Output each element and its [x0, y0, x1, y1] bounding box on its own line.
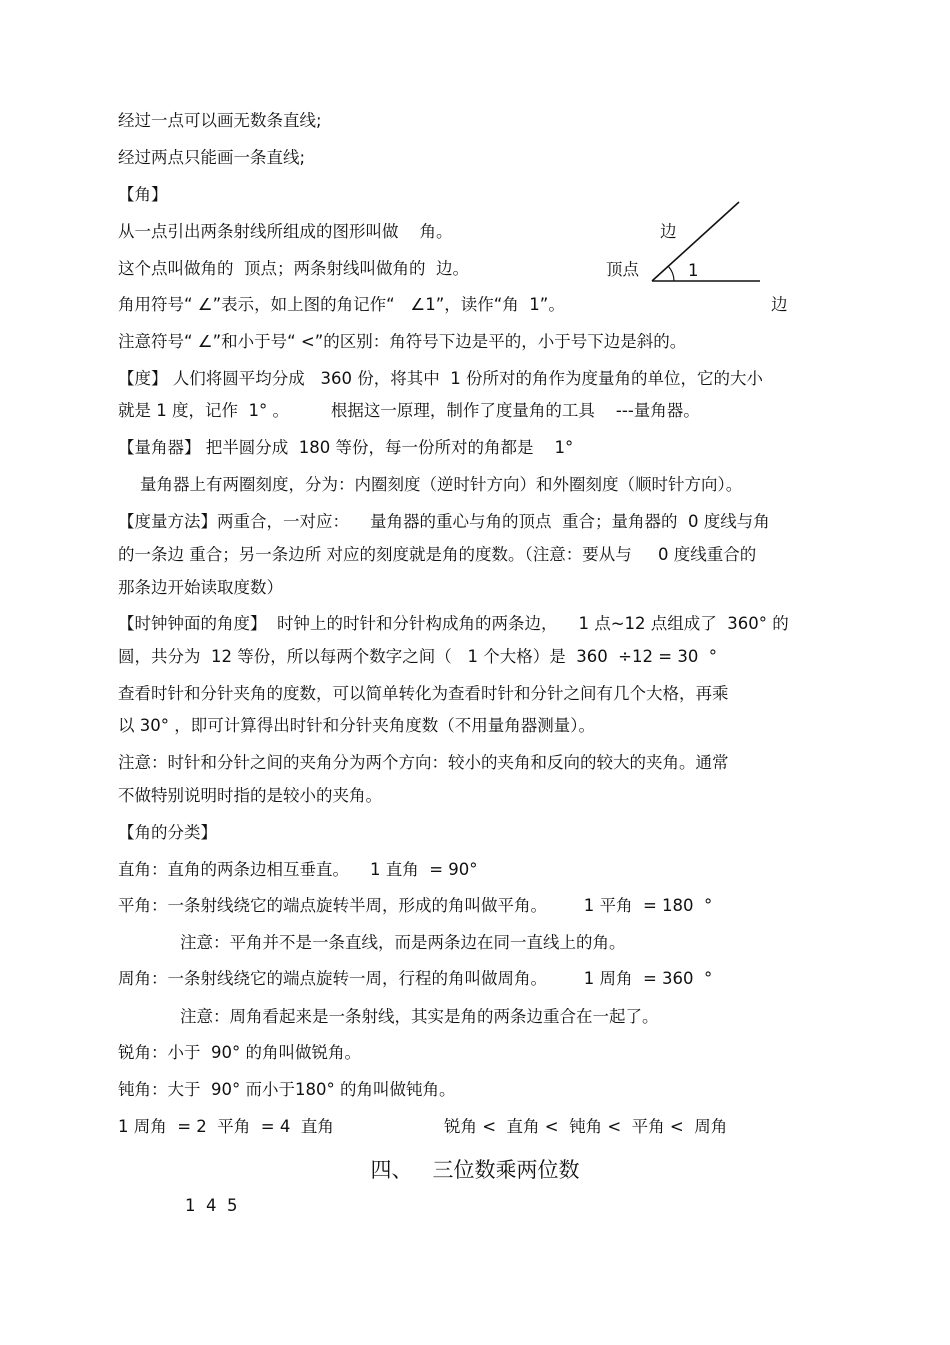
text-line: 注意符号“ ∠”和小于号“ <”的区别：角符号下边是平的，小于号下边是斜的。 — [118, 332, 687, 351]
text-line: 经过一点可以画无数条直线; — [118, 111, 322, 130]
text-line: 钝角：大于 90° 而小于180° 的角叫做钝角。 — [118, 1080, 456, 1099]
text-line: 平角：一条射线绕它的端点旋转半周，形成的角叫做平角。 1 平角 = 180 ° — [118, 896, 713, 915]
text-line: 那条边开始读取度数） — [118, 578, 283, 597]
text-line: 不做特别说明时指的是较小的夹角。 — [118, 786, 382, 805]
text-line: 就是 1 度，记作 1° 。 根据这一原理，制作了度量角的工具 ---量角器。 — [118, 401, 700, 420]
angle-arc — [668, 266, 674, 281]
heading-angle: 【角】 — [118, 185, 168, 204]
text-line: 角用符号“ ∠”表示，如上图的角记作“ ∠1”，读作“角 1”。 — [118, 295, 565, 314]
section-title: 四、 三位数乘两位数 — [370, 1158, 580, 1182]
text-line: 【度量方法】两重合，一对应： 量角器的重心与角的顶点 重合；量角器的 0 度线与角 — [118, 512, 770, 531]
text-line: 以 30° ，即可计算得出时针和分针夹角度数（不用量角器测量）。 — [118, 716, 595, 735]
text-line: 量角器上有两圈刻度，分为：内圈刻度（逆时针方向）和外圈刻度（顺时针方向）。 — [140, 475, 743, 494]
text-line: 【量角器】 把半圆分成 180 等份，每一份所对的角都是 1° — [118, 438, 574, 457]
heading-classification: 【角的分类】 — [118, 823, 217, 842]
figure-label-side-bottom: 边 — [771, 295, 788, 314]
text-line: 注意：平角并不是一条直线，而是两条边在同一直线上的角。 — [180, 933, 626, 952]
text-line: 【度】 人们将圆平均分成 360 份，将其中 1 份所对的角作为度量角的单位，它的大小 — [118, 369, 763, 388]
figure-label-vertex: 顶点 — [606, 260, 639, 279]
text-line: 的一条边 重合；另一条边所 对应的刻度就是角的度数。（注意：要从与 0 度线重合的 — [118, 545, 757, 564]
figure-label-angle: 1 — [688, 261, 699, 280]
figure-label-side-top: 边 — [660, 222, 677, 241]
text-line: 【时钟钟面的角度】 时钟上的时针和分针构成角的两条边， 1 点~12 点组成了 360° 的 — [118, 614, 789, 633]
text-line: 经过两点只能画一条直线; — [118, 148, 306, 167]
text-line: 从一点引出两条射线所组成的图形叫做 角。 — [118, 222, 453, 241]
text-line: 锐角：小于 90° 的角叫做锐角。 — [118, 1043, 361, 1062]
text-line: 圆，共分为 12 等份，所以每两个数字之间（ 1 个大格）是 360 ÷12 = 30 ° — [118, 647, 718, 666]
text-line: 周角：一条射线绕它的端点旋转一周，行程的角叫做周角。 1 周角 = 360 ° — [118, 969, 713, 988]
text-line: 注意：周角看起来是一条射线，其实是角的两条边重合在一起了。 — [180, 1007, 659, 1026]
text-line: 直角：直角的两条边相互垂直。 1 直角 = 90° — [118, 860, 478, 879]
text-line: 1 周角 = 2 平角 = 4 直角 锐角 < 直角 < 钝角 < 平角 < 周角 — [118, 1117, 728, 1136]
text-line: 注意：时针和分针之间的夹角分为两个方向：较小的夹角和反向的较大的夹角。通常 — [118, 753, 729, 772]
text-line: 这个点叫做角的 顶点；两条射线叫做角的 边。 — [118, 259, 469, 278]
text-line: 1 4 5 — [185, 1196, 238, 1215]
text-line: 查看时针和分针夹角的度数，可以简单转化为查看时针和分针之间有几个大格，再乘 — [118, 684, 729, 703]
